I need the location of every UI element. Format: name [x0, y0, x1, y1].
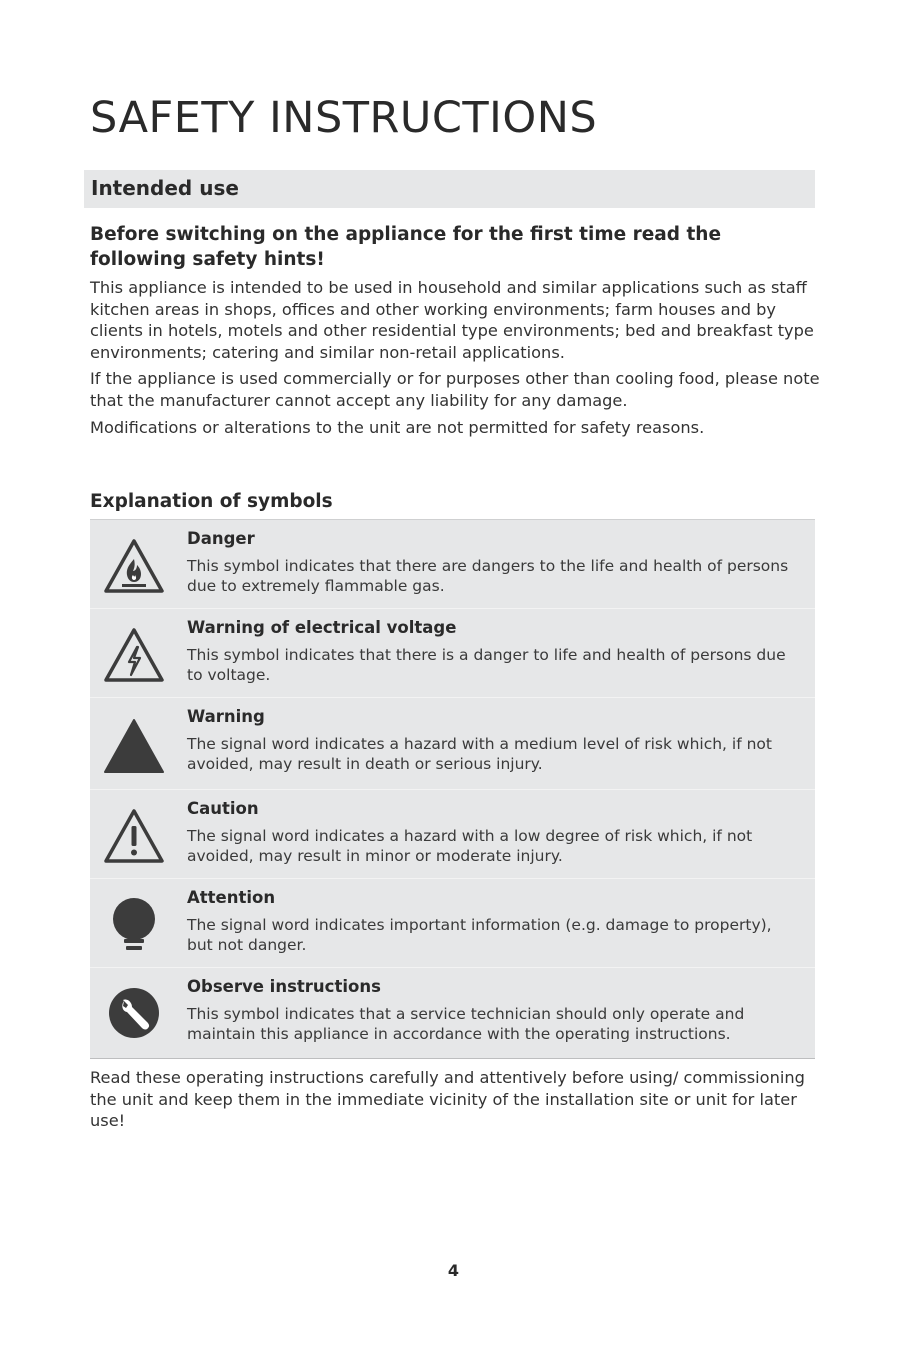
symbols-table: [90, 519, 815, 1059]
symbol-row-attention: [90, 879, 815, 968]
symbol-title: Warning of electrical voltage: [187, 618, 457, 637]
caution-triangle-icon: [102, 804, 166, 868]
symbol-row-danger: [90, 520, 815, 609]
symbol-row-warning: [90, 698, 815, 790]
symbols-heading: Explanation of symbols: [90, 491, 333, 512]
flammable-triangle-icon: [102, 534, 166, 598]
modifications-paragraph: Modifications or alterations to the unit are not permitted for safety reasons.: [90, 417, 705, 437]
symbol-row-caution: [90, 790, 815, 879]
intended-use-body: [90, 277, 820, 443]
symbol-title: Observe instructions: [187, 977, 381, 996]
symbol-description: The signal word indicates a hazard with a low degree of risk which, if not avoided, may result in minor or moderate injury.: [187, 827, 753, 865]
page-title: SAFETY INSTRUCTIONS: [90, 93, 598, 143]
liability-paragraph: If the appliance is used commercially or for purposes other than cooling food, please note that the manufacturer cannot accept any liability for any damage.: [90, 369, 820, 410]
symbol-description: This symbol indicates that there is a danger to life and health of persons due to voltage.: [187, 646, 786, 684]
symbol-title: Warning: [187, 707, 265, 726]
symbol-title: Attention: [187, 888, 276, 907]
symbol-row-observe-instructions: [90, 968, 815, 1058]
symbol-title: Danger: [187, 529, 255, 548]
wrench-icon: [102, 981, 166, 1045]
symbol-description: This symbol indicates that a service technician should only operate and maintain this appliance in accordance with the operating instructions.: [187, 1005, 745, 1043]
electrical-voltage-triangle-icon: [102, 623, 166, 687]
symbol-description: The signal word indicates important information (e.g. damage to property), but not danger.: [187, 916, 772, 954]
page-number: 4: [447, 1261, 460, 1280]
symbol-row-electrical-voltage: [90, 609, 815, 698]
section-header-intended-use: [84, 170, 815, 208]
intended-use-paragraph: This appliance is intended to be used in household and similar applications such as staff kitchen areas in shops, offices and other working environments; farm houses and by clients in hotels, motels and other residential type environments; bed and breakfast type environments; catering and similar non-retail applications.: [90, 278, 814, 362]
lead-warning: Before switching on the appliance for the first time read the following safety hints!: [90, 224, 722, 270]
lightbulb-icon: [102, 893, 166, 957]
symbol-description: This symbol indicates that there are dangers to the life and health of persons due to extremely flammable gas.: [187, 557, 789, 595]
symbol-title: Caution: [187, 799, 259, 818]
closing-paragraph: Read these operating instructions carefully and attentively before using/ commissioning the unit and keep them in the immediate vicinity of the installation site or unit for later use!: [90, 1068, 805, 1131]
section-heading: Intended use: [91, 176, 239, 200]
filled-warning-triangle-icon: [102, 714, 166, 778]
symbol-description: The signal word indicates a hazard with a medium level of risk which, if not avoided, may result in death or serious injury.: [187, 735, 772, 773]
